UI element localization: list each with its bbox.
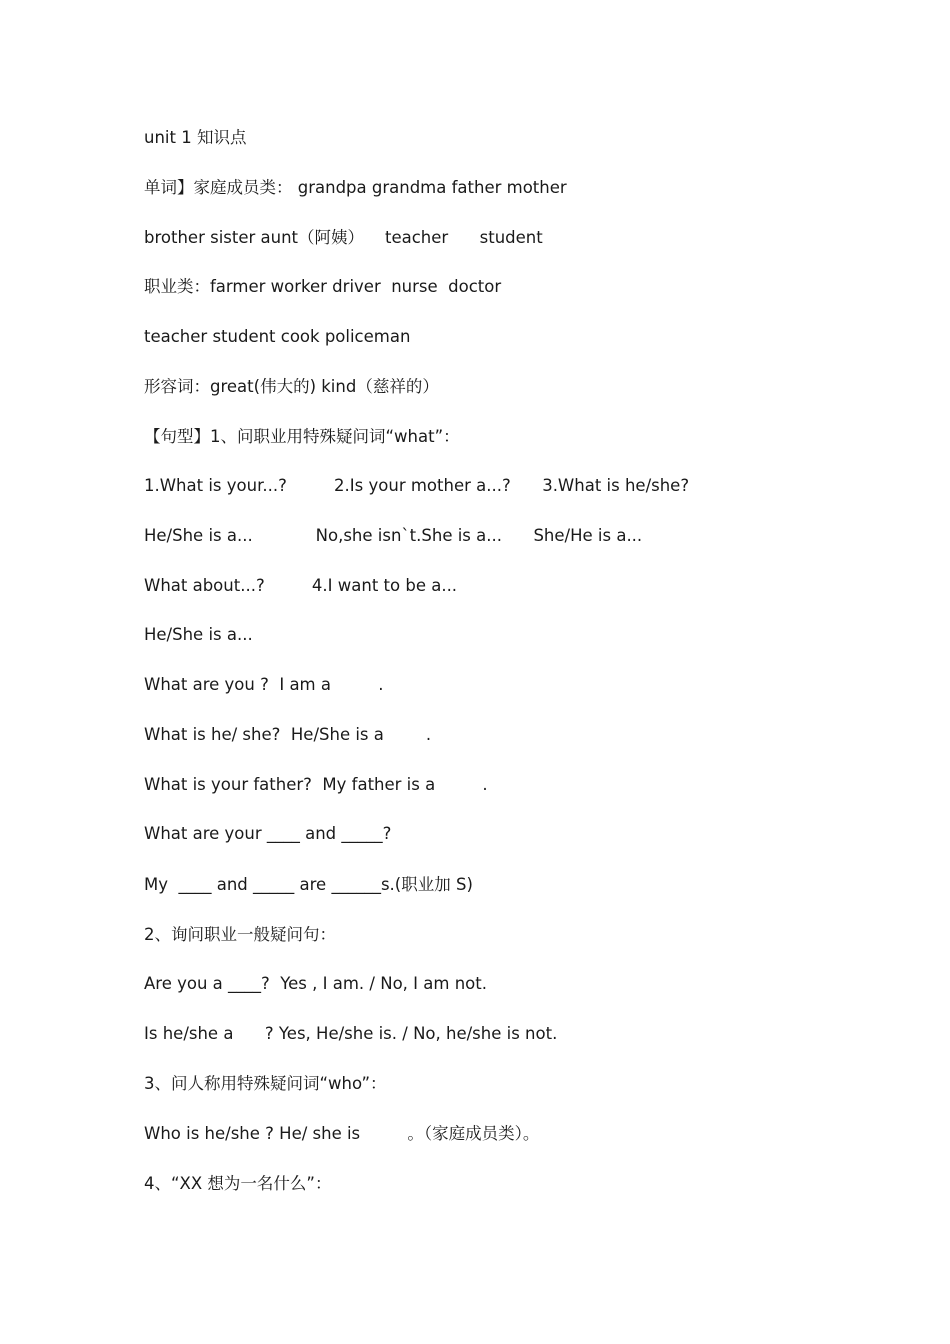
example-sentence: Are you a ____? Yes , I am. / No, I am not. [144, 974, 487, 993]
vocab-family-heading: 单词】家庭成员类： grandpa grandma father mother [144, 178, 567, 197]
example-sentence: What are your ____ and _____? [144, 824, 392, 843]
section-2-heading: 2、询问职业一般疑问句： [144, 925, 336, 944]
unit-title: unit 1 知识点 [144, 128, 247, 147]
sentence-patterns-heading: 【句型】1、问职业用特殊疑问词“what”： [144, 427, 460, 446]
section-4-heading: 4、“XX 想为一名什么”： [144, 1174, 332, 1193]
vocab-family-line: brother sister aunt（阿姨） teacher student [144, 228, 543, 247]
vocab-jobs-line: teacher student cook policeman [144, 327, 411, 346]
example-sentence: My ____ and _____ are ______s.(职业加 S) [144, 875, 473, 894]
example-sentence: What is your father? My father is a . [144, 775, 488, 794]
example-sentence: What is he/ she? He/She is a . [144, 725, 432, 744]
vocab-adjectives: 形容词：great(伟大的) kind（慈祥的） [144, 377, 439, 396]
example-sentence: Is he/she a ? Yes, He/she is. / No, he/she is not. [144, 1024, 558, 1043]
section-3-heading: 3、问人称用特殊疑问词“who”： [144, 1074, 387, 1093]
example-sentence: What are you ? I am a . [144, 675, 384, 694]
pattern-questions-line: 1.What is your...? 2.Is your mother a...? 3.What is he/she? [144, 476, 690, 495]
pattern-line: He/She is a... [144, 625, 253, 644]
pattern-line: What about...? 4.I want to be a... [144, 576, 458, 595]
example-sentence: Who is he/she ? He/ she is 。（家庭成员类）。 [144, 1124, 540, 1143]
pattern-answers-line: He/She is a... No,she isn`t.She is a... She/He is a... [144, 526, 643, 545]
vocab-jobs-heading: 职业类：farmer worker driver nurse doctor [144, 277, 502, 296]
